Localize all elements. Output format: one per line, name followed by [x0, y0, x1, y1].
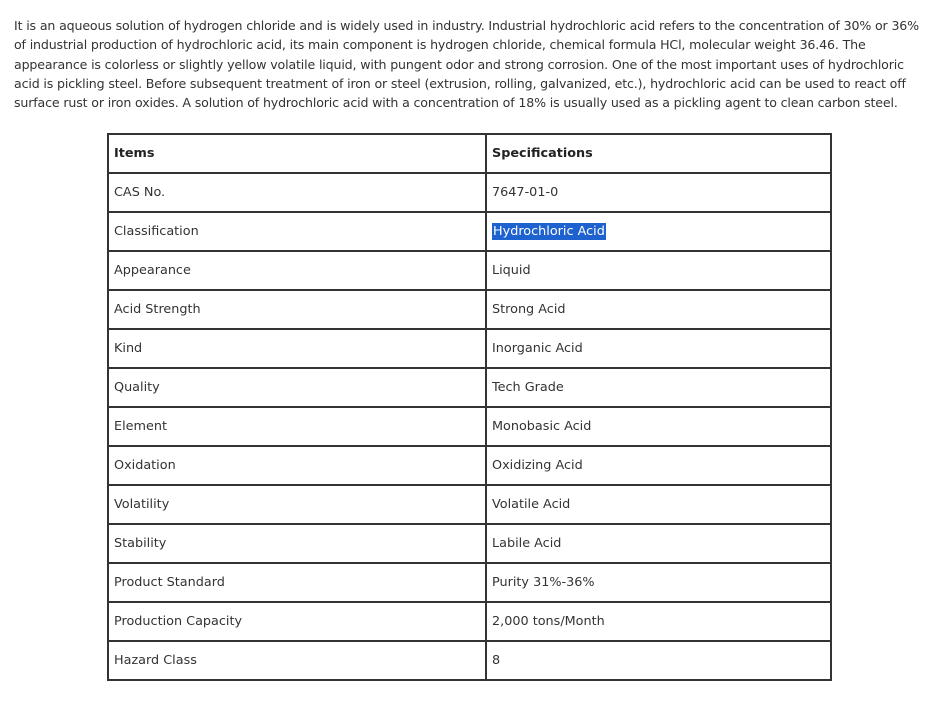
- spec-cell: Monobasic Acid: [486, 407, 831, 446]
- table-row: [108, 212, 831, 251]
- item-cell: Appearance: [108, 251, 486, 290]
- spec-cell: 7647-01-0: [486, 173, 831, 212]
- table-row: [108, 485, 831, 524]
- item-cell: Classification: [108, 212, 486, 251]
- table-row: [108, 446, 831, 485]
- item-cell: Volatility: [108, 485, 486, 524]
- spec-cell: Inorganic Acid: [486, 329, 831, 368]
- table-row: [108, 368, 831, 407]
- spec-cell: Volatile Acid: [486, 485, 831, 524]
- table-row: [108, 329, 831, 368]
- table-header-row: [108, 134, 831, 173]
- spec-cell: [486, 212, 831, 251]
- spec-cell: Tech Grade: [486, 368, 831, 407]
- header-items: Items: [108, 134, 486, 173]
- spec-cell: 2,000 tons/Month: [486, 602, 831, 641]
- spec-cell: Strong Acid: [486, 290, 831, 329]
- table-row: [108, 602, 831, 641]
- table-row: [108, 290, 831, 329]
- table-row: [108, 173, 831, 212]
- item-cell: Hazard Class: [108, 641, 486, 680]
- spec-cell: Labile Acid: [486, 524, 831, 563]
- intro-paragraph: It is an aqueous solution of hydrogen chloride and is widely used in industry. Industrial hydrochloric acid refers to the concentration of 30% or 36% of industrial production of hydrochloric acid, its main component is hydrogen chloride, chemical formula HCl, molecular weight 36.46. The appearance is colorless or slightly yellow volatile liquid, with pungent odor and strong corrosion. One of the most important uses of hydrochloric acid is pickling steel. Before subsequent treatment of iron or steel (extrusion, rolling, galvanized, etc.), hydrochloric acid can be used to react off surface rust or iron oxides. A solution of hydrochloric acid with a concentration of 18% is usually used as a pickling agent to clean carbon steel.: [14, 18, 919, 111]
- spec-cell: 8: [486, 641, 831, 680]
- item-cell: Quality: [108, 368, 486, 407]
- specifications-table: [107, 133, 832, 681]
- spec-cell: Purity 31%-36%: [486, 563, 831, 602]
- table-row: [108, 407, 831, 446]
- item-cell: Stability: [108, 524, 486, 563]
- table-row: [108, 524, 831, 563]
- selected-text-highlight[interactable]: Hydrochloric Acid: [493, 224, 605, 239]
- item-cell: CAS No.: [108, 173, 486, 212]
- table-row: [108, 641, 831, 680]
- item-cell: Production Capacity: [108, 602, 486, 641]
- header-specifications: Specifications: [486, 134, 831, 173]
- spec-cell: Oxidizing Acid: [486, 446, 831, 485]
- table-row: [108, 563, 831, 602]
- item-cell: Oxidation: [108, 446, 486, 485]
- item-cell: Kind: [108, 329, 486, 368]
- item-cell: Product Standard: [108, 563, 486, 602]
- item-cell: Element: [108, 407, 486, 446]
- item-cell: Acid Strength: [108, 290, 486, 329]
- spec-cell: Liquid: [486, 251, 831, 290]
- table-row: [108, 251, 831, 290]
